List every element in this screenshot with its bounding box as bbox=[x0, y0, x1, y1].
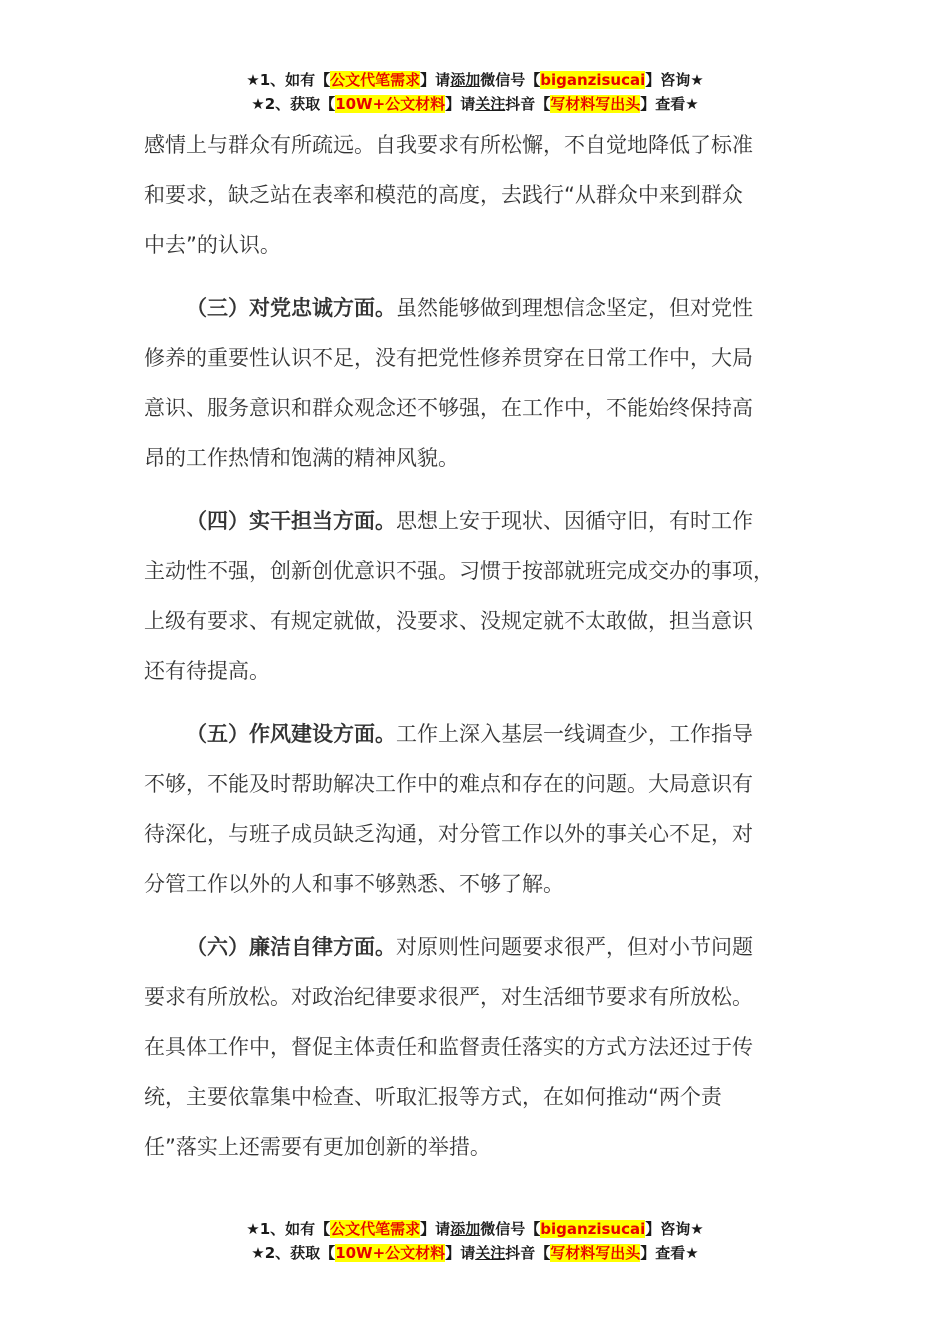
document-body bbox=[144, 120, 830, 1172]
section-heading: （五）作风建设方面。 bbox=[186, 722, 396, 746]
banner-text: 】咨询★ bbox=[645, 71, 704, 89]
text-line: 和要求，缺乏站在表率和模范的高度，去践行“从群众中来到群众 bbox=[144, 183, 743, 207]
text-line: 昂的工作热情和饱满的精神风貌。 bbox=[144, 446, 459, 470]
banner-text: 抖音【 bbox=[505, 1244, 551, 1262]
banner-underline: 关注 bbox=[475, 95, 506, 113]
banner-text: 】请 bbox=[445, 1244, 476, 1262]
text-line: 统，主要依靠集中检查、听取汇报等方式，在如何推动“两个责 bbox=[144, 1085, 722, 1109]
section-heading: （三）对党忠诚方面。 bbox=[186, 296, 396, 320]
text-line: 要求有所放松。对政治纪律要求很严，对生活细节要求有所放松。 bbox=[144, 985, 753, 1009]
banner-highlight: 10W+公文材料 bbox=[335, 95, 446, 113]
banner-text: ★2、获取【 bbox=[251, 95, 336, 113]
banner-text: 】咨询★ bbox=[645, 1220, 704, 1238]
text-line: 还有待提高。 bbox=[144, 659, 270, 683]
bottom-banner bbox=[0, 1217, 950, 1265]
text-line: 中去”的认识。 bbox=[144, 233, 281, 257]
banner-text: 】请 bbox=[445, 95, 476, 113]
text-line: 对原则性问题要求很严，但对小节问题 bbox=[396, 935, 753, 959]
text-line: 虽然能够做到理想信念坚定，但对党性 bbox=[396, 296, 753, 320]
intro-paragraph bbox=[144, 120, 830, 270]
banner-highlight: 写材料写出头 bbox=[550, 95, 641, 113]
banner-highlight: 公文代笔需求 bbox=[330, 1220, 421, 1238]
text-line: 感情上与群众有所疏远。自我要求有所松懈，不自觉地降低了标准 bbox=[144, 133, 753, 157]
banner-line-2 bbox=[0, 92, 950, 116]
text-line: 任”落实上还需要有更加创新的举措。 bbox=[144, 1135, 491, 1159]
banner-text: 微信号【 bbox=[480, 71, 541, 89]
section-paragraph-3 bbox=[144, 283, 830, 483]
text-line: 意识、服务意识和群众观念还不够强，在工作中，不能始终保持高 bbox=[144, 396, 753, 420]
banner-highlight: 写材料写出头 bbox=[550, 1244, 641, 1262]
top-banner bbox=[0, 68, 950, 116]
text-line: 不够，不能及时帮助解决工作中的难点和存在的问题。大局意识有 bbox=[144, 772, 753, 796]
text-line: 修养的重要性认识不足，没有把党性修养贯穿在日常工作中，大局 bbox=[144, 346, 753, 370]
banner-text: ★1、如有【 bbox=[246, 71, 331, 89]
banner-highlight: biganzisucai bbox=[540, 1220, 646, 1238]
banner-text: ★2、获取【 bbox=[251, 1244, 336, 1262]
text-line: 分管工作以外的人和事不够熟悉、不够了解。 bbox=[144, 872, 564, 896]
banner-underline: 关注 bbox=[475, 1244, 506, 1262]
section-heading: （六）廉洁自律方面。 bbox=[186, 935, 396, 959]
banner-text: 】查看★ bbox=[640, 95, 699, 113]
banner-text: ★1、如有【 bbox=[246, 1220, 331, 1238]
text-line: 工作上深入基层一线调查少，工作指导 bbox=[396, 722, 753, 746]
text-line: 上级有要求、有规定就做，没要求、没规定就不太敢做，担当意识 bbox=[144, 609, 753, 633]
banner-text: 】请 bbox=[420, 71, 451, 89]
banner-highlight: biganzisucai bbox=[540, 71, 646, 89]
banner-underline: 添加 bbox=[450, 1220, 481, 1238]
text-line: 思想上安于现状、因循守旧，有时工作 bbox=[396, 509, 753, 533]
text-line: 待深化，与班子成员缺乏沟通，对分管工作以外的事关心不足，对 bbox=[144, 822, 753, 846]
banner-highlight: 公文代笔需求 bbox=[330, 71, 421, 89]
banner-line-1 bbox=[0, 68, 950, 92]
banner-text: 】查看★ bbox=[640, 1244, 699, 1262]
section-paragraph-6 bbox=[144, 922, 830, 1172]
banner-highlight: 10W+公文材料 bbox=[335, 1244, 446, 1262]
section-heading: （四）实干担当方面。 bbox=[186, 509, 396, 533]
banner-line-2 bbox=[0, 1241, 950, 1265]
section-paragraph-4 bbox=[144, 496, 830, 696]
section-paragraph-5 bbox=[144, 709, 830, 909]
banner-text: 微信号【 bbox=[480, 1220, 541, 1238]
text-line: 在具体工作中，督促主体责任和监督责任落实的方式方法还过于传 bbox=[144, 1035, 753, 1059]
banner-text: 】请 bbox=[420, 1220, 451, 1238]
banner-text: 抖音【 bbox=[505, 95, 551, 113]
banner-line-1 bbox=[0, 1217, 950, 1241]
text-line: 主动性不强，创新创优意识不强。习惯于按部就班完成交办的事项， bbox=[144, 559, 774, 583]
banner-underline: 添加 bbox=[450, 71, 481, 89]
